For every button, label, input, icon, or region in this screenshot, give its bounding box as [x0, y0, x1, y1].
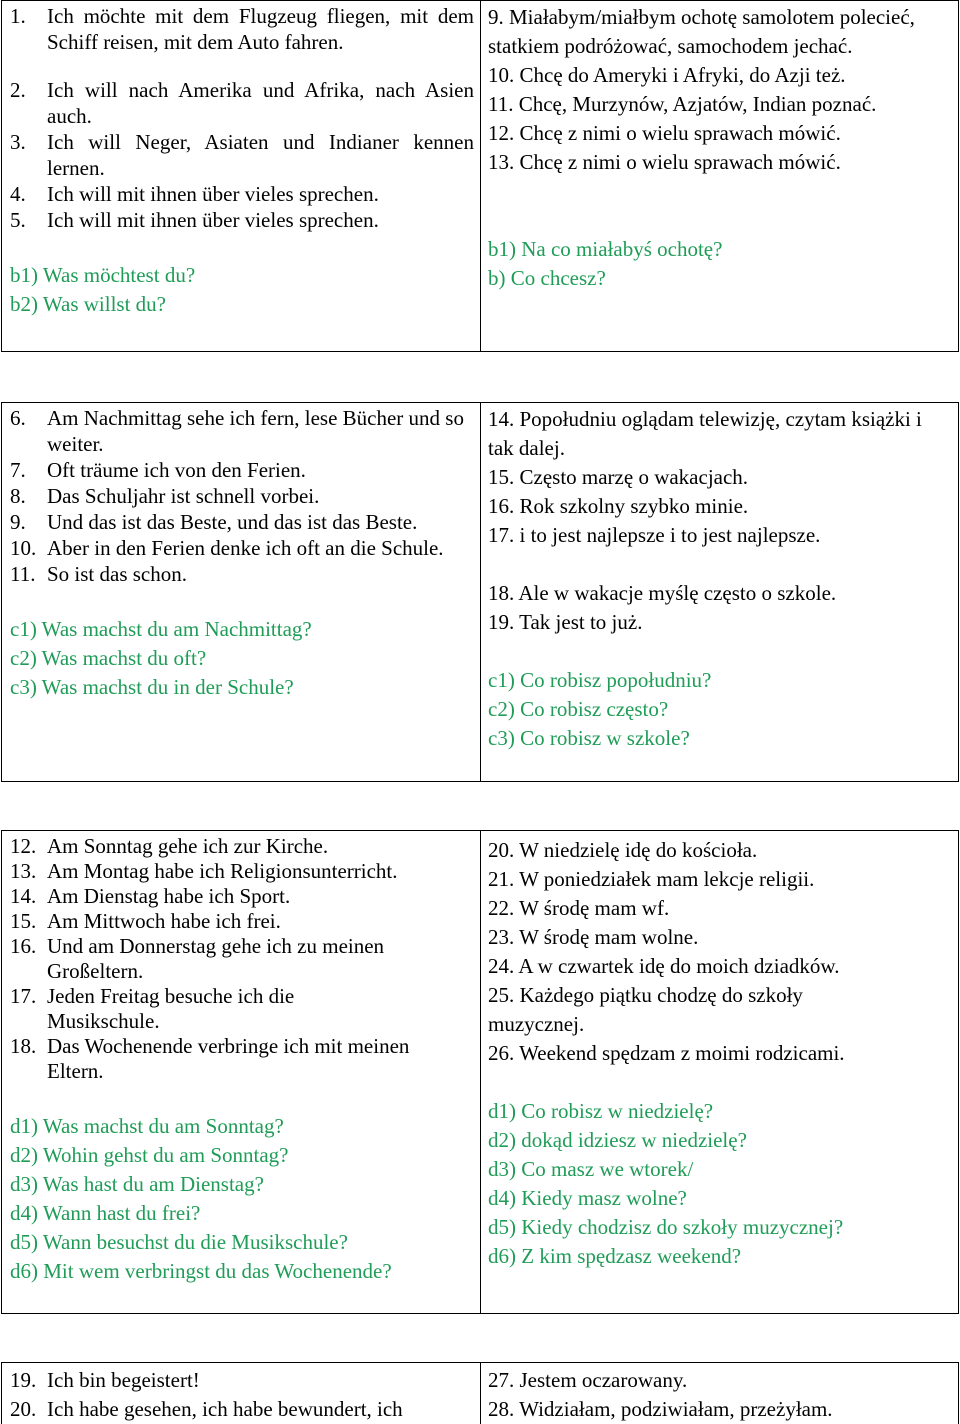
- list-item: 9. Miałabym/miałbym ochotę samolotem polecieć, statkiem podróżować, samochodem jechać.: [488, 5, 915, 58]
- list-item: 13. Am Montag habe ich Religionsunterricht.: [10, 859, 398, 883]
- question: d3) Co masz we wtorek/: [488, 1157, 694, 1181]
- list-item: 16. Und am Donnerstag gehe ich zu meinen Großeltern.: [10, 934, 385, 983]
- question: c3) Was machst du in der Schule?: [10, 675, 294, 699]
- german-column: [2, 831, 480, 1313]
- question: d5) Wann besuchst du die Musikschule?: [10, 1230, 348, 1254]
- list-item: 1. Ich möchte mit dem Flugzeug fliegen, mit dem Schiff reisen, mit dem Auto fahren.: [10, 4, 474, 54]
- list-item: 28. Widziałam, podziwiałam, przeżyłam.: [488, 1397, 833, 1421]
- german-column: [2, 1363, 480, 1424]
- list-item: 9. Und das ist das Beste, und das ist das Beste.: [10, 510, 418, 534]
- german-column: [2, 403, 480, 781]
- list-item: 24. A w czwartek idę do moich dziadków.: [488, 954, 840, 978]
- list-item: 14. Am Dienstag habe ich Sport.: [10, 884, 291, 908]
- list-item: 7. Oft träume ich von den Ferien.: [10, 458, 306, 482]
- list-item: 17. Jeden Freitag besuche ich die Musikschule.: [10, 984, 295, 1033]
- question: d1) Was machst du am Sonntag?: [10, 1114, 284, 1138]
- list-item: 12. Chcę z nimi o wielu sprawach mówić.: [488, 121, 841, 145]
- list-item: 17. i to jest najlepsze i to jest najlepsze.: [488, 523, 821, 547]
- question: c1) Was machst du am Nachmittag?: [10, 617, 312, 641]
- list-item: 14. Popołudniu oglądam telewizję, czytam książki i tak dalej.: [488, 407, 922, 460]
- list-item: 26. Weekend spędzam z moimi rodzicami.: [488, 1041, 845, 1065]
- list-item: 10. Aber in den Ferien denke ich oft an die Schule.: [10, 536, 444, 560]
- question: d6) Z kim spędzasz weekend?: [488, 1244, 742, 1268]
- polish-column: [480, 1, 958, 351]
- question: d2) Wohin gehst du am Sonntag?: [10, 1143, 289, 1167]
- list-item: 19. Tak jest to już.: [488, 610, 643, 634]
- exercise-box-3: [1, 830, 959, 1314]
- question: d4) Wann hast du frei?: [10, 1201, 201, 1225]
- list-item: 10. Chcę do Ameryki i Afryki, do Azji też.: [488, 63, 846, 87]
- question: c3) Co robisz w szkole?: [488, 726, 690, 750]
- list-item: 18. Das Wochenende verbringe ich mit meinen Eltern.: [10, 1034, 410, 1083]
- list-item: 11. So ist das schon.: [10, 562, 188, 586]
- list-item: 4. Ich will mit ihnen über vieles sprechen.: [10, 182, 379, 206]
- exercise-box-2: [1, 402, 959, 782]
- question: b2) Was willst du?: [10, 292, 166, 316]
- list-item: 12. Am Sonntag gehe ich zur Kirche.: [10, 834, 329, 858]
- list-item: 15. Często marzę o wakacjach.: [488, 465, 749, 489]
- list-item: 18. Ale w wakacje myślę często o szkole.: [488, 581, 837, 605]
- list-item: 22. W środę mam wf.: [488, 896, 670, 920]
- question: b) Co chcesz?: [488, 266, 606, 290]
- polish-column: [480, 1363, 958, 1424]
- exercise-box-4: [1, 1362, 959, 1424]
- question: d6) Mit wem verbringst du das Wochenende?: [10, 1259, 392, 1283]
- list-item: 6. Am Nachmittag sehe ich fern, lese Bücher und so weiter.: [10, 406, 464, 456]
- list-item: 11. Chcę, Murzynów, Azjatów, Indian poznać.: [488, 92, 877, 116]
- list-item: 13. Chcę z nimi o wielu sprawach mówić.: [488, 150, 841, 174]
- question: b1) Na co miałabyś ochotę?: [488, 237, 723, 261]
- list-item: 8. Das Schuljahr ist schnell vorbei.: [10, 484, 320, 508]
- list-item: 19. Ich bin begeistert!: [10, 1368, 200, 1392]
- list-item: 27. Jestem oczarowany.: [488, 1368, 688, 1392]
- question: d2) dokąd idziesz w niedzielę?: [488, 1128, 747, 1152]
- list-item: 21. W poniedziałek mam lekcje religii.: [488, 867, 815, 891]
- question: b1) Was möchtest du?: [10, 263, 196, 287]
- polish-column: [480, 403, 958, 781]
- list-item: 5. Ich will mit ihnen über vieles sprechen.: [10, 208, 379, 232]
- german-column: [2, 1, 480, 351]
- list-item: 16. Rok szkolny szybko minie.: [488, 494, 749, 518]
- question: d4) Kiedy masz wolne?: [488, 1186, 687, 1210]
- polish-column: [480, 831, 958, 1313]
- question: c1) Co robisz popołudniu?: [488, 668, 712, 692]
- list-item: 2. Ich will nach Amerika und Afrika, nach Asien auch.: [10, 78, 474, 128]
- question: d5) Kiedy chodzisz do szkoły muzycznej?: [488, 1215, 844, 1239]
- question: d3) Was hast du am Dienstag?: [10, 1172, 264, 1196]
- list-item: 3. Ich will Neger, Asiaten und Indianer kennen lernen.: [10, 130, 474, 180]
- list-item: 20. Ich habe gesehen, ich habe bewundert, ich: [10, 1397, 403, 1421]
- list-item: 20. W niedzielę idę do kościoła.: [488, 838, 758, 862]
- list-item: 23. W środę mam wolne.: [488, 925, 699, 949]
- question: d1) Co robisz w niedzielę?: [488, 1099, 714, 1123]
- exercise-box-1: [1, 0, 959, 352]
- question: c2) Co robisz często?: [488, 697, 669, 721]
- list-item: 25. Każdego piątku chodzę do szkoły muzycznej.: [488, 983, 803, 1036]
- question: c2) Was machst du oft?: [10, 646, 207, 670]
- list-item: 15. Am Mittwoch habe ich frei.: [10, 909, 281, 933]
